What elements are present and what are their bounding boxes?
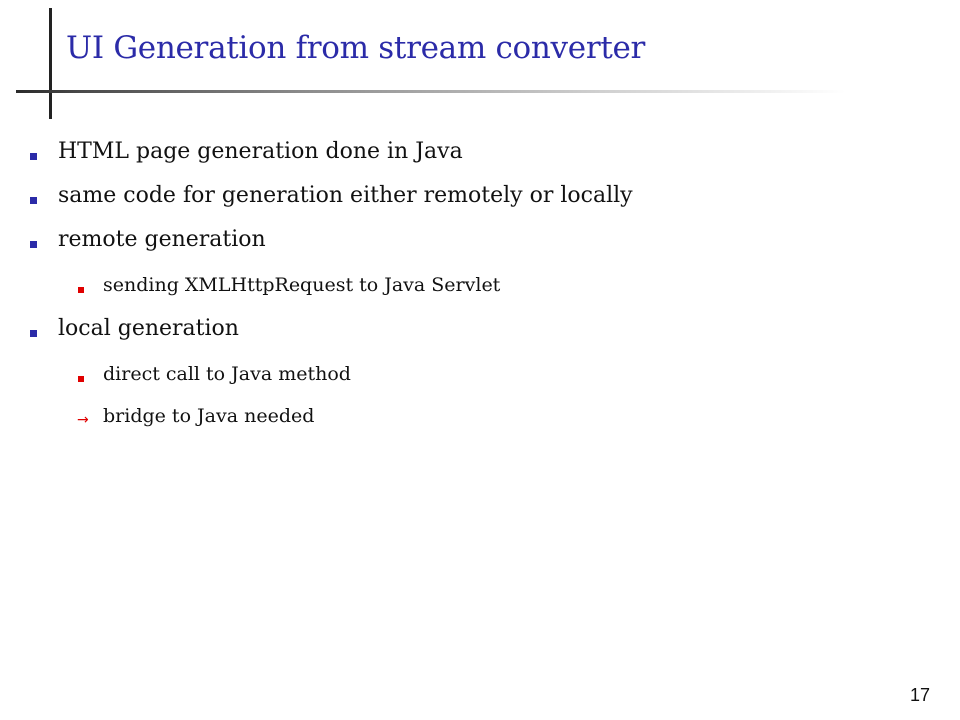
bullet-text: same code for generation either remotely or locally (58, 183, 633, 208)
sub-bullet-text: sending XMLHttpRequest to Java Servlet (103, 274, 501, 296)
bullet-square-icon (30, 153, 37, 160)
page-number: 17 (909, 685, 930, 705)
bullet-square-icon (30, 241, 37, 248)
sub-bullet-square-icon (78, 287, 84, 293)
arrow-right-icon: → (77, 412, 89, 428)
bullet-square-icon (30, 330, 37, 337)
sub-bullet-text: direct call to Java method (103, 363, 351, 385)
slide-title: UI Generation from stream converter (66, 30, 646, 66)
bullet-text: HTML page generation done in Java (58, 139, 463, 164)
sub-bullet-square-icon (78, 376, 84, 382)
bullet-text: local generation (58, 316, 239, 341)
bullet-square-icon (30, 197, 37, 204)
bullet-text: remote generation (58, 227, 266, 252)
sub-bullet-text: bridge to Java needed (103, 405, 315, 427)
